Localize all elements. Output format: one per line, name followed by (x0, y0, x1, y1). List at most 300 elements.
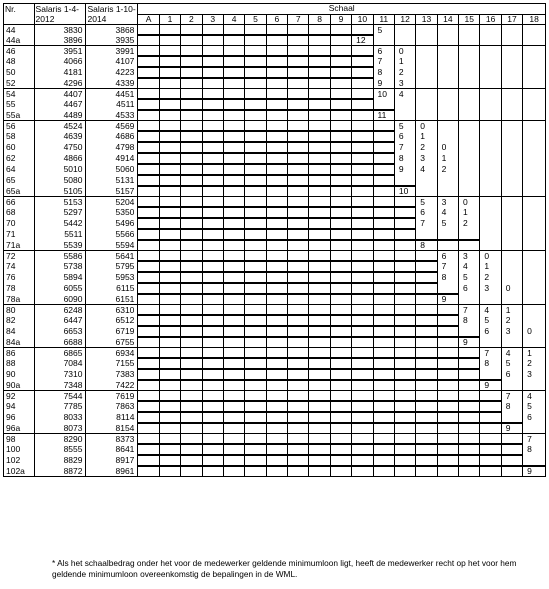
scale-cell (394, 455, 415, 466)
scale-cell (245, 272, 266, 283)
scale-cell (309, 25, 330, 36)
scale-cell (480, 67, 501, 78)
scale-cell (416, 272, 437, 283)
table-row (4, 175, 546, 186)
scale-cell (459, 121, 480, 132)
scale-cell (159, 110, 180, 121)
scale-cell (437, 240, 458, 251)
scale-cell (266, 110, 287, 121)
salary-2012: 4750 (34, 142, 86, 153)
scale-cell (523, 305, 546, 316)
step-label: 2 (459, 218, 480, 229)
step-label: 0 (437, 142, 458, 153)
scale-header-1: 1 (159, 14, 180, 25)
scale-cell (309, 358, 330, 369)
scale-cell (223, 444, 244, 455)
scale-cell (266, 423, 287, 434)
scale-cell (394, 283, 415, 294)
scale-cell (266, 78, 287, 89)
scale-cell (352, 56, 373, 67)
scale-cell (501, 164, 522, 175)
scale-cell (159, 466, 180, 477)
scale-cell (245, 391, 266, 402)
scale-cell (181, 46, 202, 57)
scale-cell (266, 175, 287, 186)
salary-2012: 5894 (34, 272, 86, 283)
step-label: 4 (394, 89, 415, 100)
row-nr: 58 (4, 131, 35, 142)
scale-cell (330, 326, 351, 337)
scale-cell (394, 466, 415, 477)
table-row (4, 434, 546, 445)
scale-cell (523, 186, 546, 197)
row-nr: 64 (4, 164, 35, 175)
scale-cell (352, 110, 373, 121)
header-schaal: Schaal (138, 4, 546, 15)
scale-cell (373, 455, 394, 466)
row-nr: 60 (4, 142, 35, 153)
salary-2014: 7155 (86, 358, 138, 369)
scale-cell (501, 142, 522, 153)
step-label: 6 (459, 283, 480, 294)
scale-cell (202, 294, 223, 305)
scale-cell (459, 380, 480, 391)
scale-cell (288, 358, 309, 369)
scale-cell (223, 391, 244, 402)
scale-cell (266, 121, 287, 132)
scale-cell (480, 110, 501, 121)
scale-cell (266, 186, 287, 197)
step-label: 1 (459, 207, 480, 218)
scale-cell (245, 218, 266, 229)
scale-cell (437, 305, 458, 316)
scale-cell (352, 337, 373, 348)
scale-cell (394, 99, 415, 110)
scale-cell (159, 197, 180, 208)
scale-cell (202, 412, 223, 423)
scale-cell (352, 272, 373, 283)
scale-cell (416, 455, 437, 466)
step-label: 5 (373, 25, 394, 36)
scale-cell (459, 186, 480, 197)
scale-cell (523, 380, 546, 391)
scale-cell (288, 423, 309, 434)
table-row (4, 444, 546, 455)
scale-cell (501, 229, 522, 240)
scale-cell (416, 110, 437, 121)
salary-2014: 6115 (86, 283, 138, 294)
scale-cell (501, 121, 522, 132)
scale-cell (501, 261, 522, 272)
salary-2014: 8641 (86, 444, 138, 455)
scale-cell (138, 121, 159, 132)
step-label: 9 (459, 337, 480, 348)
scale-cell (501, 35, 522, 46)
scale-cell (159, 391, 180, 402)
step-label: 4 (480, 305, 501, 316)
scale-cell (501, 78, 522, 89)
scale-cell (437, 434, 458, 445)
table-row (4, 35, 546, 46)
scale-cell (459, 25, 480, 36)
scale-cell (352, 261, 373, 272)
scale-cell (138, 380, 159, 391)
scale-cell (159, 305, 180, 316)
scale-cell (373, 35, 394, 46)
scale-cell (437, 78, 458, 89)
scale-cell (223, 121, 244, 132)
scale-cell (159, 240, 180, 251)
scale-cell (309, 207, 330, 218)
scale-cell (159, 348, 180, 359)
scale-cell (159, 434, 180, 445)
scale-cell (202, 67, 223, 78)
scale-cell (245, 348, 266, 359)
scale-cell (523, 240, 546, 251)
scale-cell (138, 412, 159, 423)
scale-cell (330, 240, 351, 251)
scale-cell (437, 455, 458, 466)
step-label: 7 (373, 56, 394, 67)
step-label: 3 (501, 326, 522, 337)
scale-cell (245, 25, 266, 36)
scale-cell (266, 315, 287, 326)
scale-cell (373, 401, 394, 412)
scale-cell (352, 121, 373, 132)
scale-cell (223, 283, 244, 294)
scale-cell (159, 218, 180, 229)
scale-cell (373, 131, 394, 142)
scale-cell (309, 455, 330, 466)
scale-cell (245, 186, 266, 197)
scale-cell (245, 197, 266, 208)
scale-cell (394, 261, 415, 272)
scale-cell (159, 283, 180, 294)
scale-cell (523, 229, 546, 240)
scale-cell (288, 401, 309, 412)
scale-cell (501, 67, 522, 78)
scale-cell (181, 78, 202, 89)
scale-cell (159, 89, 180, 100)
scale-cell (181, 89, 202, 100)
table-row (4, 391, 546, 402)
table-row (4, 466, 546, 477)
scale-cell (437, 35, 458, 46)
scale-cell (266, 337, 287, 348)
step-label: 8 (373, 67, 394, 78)
step-label: 7 (394, 142, 415, 153)
scale-cell (309, 153, 330, 164)
scale-cell (202, 434, 223, 445)
scale-cell (394, 391, 415, 402)
scale-cell (288, 186, 309, 197)
scale-cell (181, 25, 202, 36)
scale-cell (373, 197, 394, 208)
step-label: 5 (437, 218, 458, 229)
scale-cell (437, 131, 458, 142)
scale-cell (373, 207, 394, 218)
scale-cell (288, 197, 309, 208)
scale-cell (202, 358, 223, 369)
step-label: 10 (394, 186, 415, 197)
scale-cell (223, 110, 244, 121)
step-label: 4 (416, 164, 437, 175)
salary-2012: 5297 (34, 207, 86, 218)
scale-cell (288, 466, 309, 477)
scale-cell (352, 164, 373, 175)
scale-cell (245, 142, 266, 153)
scale-cell (501, 46, 522, 57)
header-nr: Nr. (4, 4, 35, 25)
salary-2014: 3991 (86, 46, 138, 57)
salary-2014: 6755 (86, 337, 138, 348)
scale-cell (501, 337, 522, 348)
scale-cell (181, 240, 202, 251)
scale-cell (416, 369, 437, 380)
scale-cell (330, 175, 351, 186)
scale-cell (480, 186, 501, 197)
scale-cell (266, 434, 287, 445)
salary-2012: 3830 (34, 25, 86, 36)
scale-cell (266, 99, 287, 110)
table-row (4, 153, 546, 164)
scale-cell (245, 444, 266, 455)
scale-cell (480, 99, 501, 110)
scale-cell (352, 401, 373, 412)
scale-cell (352, 218, 373, 229)
scale-cell (416, 67, 437, 78)
scale-cell (309, 315, 330, 326)
salary-2012: 5105 (34, 186, 86, 197)
scale-cell (288, 337, 309, 348)
row-nr: 86 (4, 348, 35, 359)
scale-cell (266, 153, 287, 164)
scale-cell (245, 358, 266, 369)
scale-cell (480, 46, 501, 57)
row-nr: 98 (4, 434, 35, 445)
scale-cell (330, 186, 351, 197)
table-row (4, 229, 546, 240)
scale-cell (309, 434, 330, 445)
scale-cell (352, 207, 373, 218)
scale-cell (373, 348, 394, 359)
scale-cell (223, 315, 244, 326)
scale-cell (181, 186, 202, 197)
scale-cell (159, 131, 180, 142)
scale-cell (437, 121, 458, 132)
scale-cell (523, 337, 546, 348)
scale-cell (394, 348, 415, 359)
scale-cell (138, 229, 159, 240)
step-label: 6 (480, 326, 501, 337)
scale-cell (373, 326, 394, 337)
scale-cell (330, 110, 351, 121)
scale-cell (501, 207, 522, 218)
scale-cell (523, 272, 546, 283)
table-row (4, 67, 546, 78)
scale-cell (437, 110, 458, 121)
scale-header-15: 15 (459, 14, 480, 25)
row-nr: 78 (4, 283, 35, 294)
scale-cell (394, 229, 415, 240)
scale-cell (480, 78, 501, 89)
salary-2014: 3935 (86, 35, 138, 46)
scale-cell (223, 131, 244, 142)
step-label: 11 (373, 110, 394, 121)
scale-cell (437, 412, 458, 423)
scale-cell (202, 466, 223, 477)
scale-cell (523, 56, 546, 67)
scale-cell (437, 423, 458, 434)
scale-cell (523, 35, 546, 46)
scale-cell (480, 391, 501, 402)
scale-cell (202, 401, 223, 412)
salary-2012: 5738 (34, 261, 86, 272)
scale-cell (330, 272, 351, 283)
step-label: 1 (523, 348, 546, 359)
scale-cell (159, 444, 180, 455)
scale-cell (437, 229, 458, 240)
scale-cell (373, 423, 394, 434)
salary-2014: 4451 (86, 89, 138, 100)
scale-header-17: 17 (501, 14, 522, 25)
scale-cell (266, 67, 287, 78)
scale-cell (202, 218, 223, 229)
step-label: 0 (523, 326, 546, 337)
salary-2012: 4407 (34, 89, 86, 100)
scale-cell (309, 142, 330, 153)
scale-cell (245, 46, 266, 57)
scale-cell (480, 56, 501, 67)
scale-cell (159, 164, 180, 175)
scale-cell (437, 380, 458, 391)
scale-cell (245, 110, 266, 121)
step-label: 4 (459, 261, 480, 272)
scale-cell (202, 186, 223, 197)
scale-cell (181, 315, 202, 326)
scale-cell (138, 251, 159, 262)
scale-cell (459, 35, 480, 46)
scale-cell (181, 434, 202, 445)
salary-2012: 6248 (34, 305, 86, 316)
scale-cell (352, 358, 373, 369)
scale-cell (352, 423, 373, 434)
table-row (4, 218, 546, 229)
scale-cell (245, 229, 266, 240)
salary-2014: 5204 (86, 197, 138, 208)
step-label: 5 (523, 401, 546, 412)
table-row (4, 56, 546, 67)
scale-cell (288, 455, 309, 466)
scale-cell (501, 89, 522, 100)
scale-cell (352, 466, 373, 477)
scale-cell (437, 67, 458, 78)
scale-cell (523, 142, 546, 153)
step-label: 6 (523, 412, 546, 423)
scale-cell (245, 175, 266, 186)
scale-cell (138, 261, 159, 272)
scale-cell (459, 46, 480, 57)
step-label: 5 (394, 121, 415, 132)
salary-2014: 5060 (86, 164, 138, 175)
step-label: 1 (437, 153, 458, 164)
row-nr: 44a (4, 35, 35, 46)
table-row (4, 326, 546, 337)
scale-cell (288, 89, 309, 100)
row-nr: 71 (4, 229, 35, 240)
scale-cell (459, 142, 480, 153)
row-nr: 55 (4, 99, 35, 110)
row-nr: 74 (4, 261, 35, 272)
step-label: 8 (459, 315, 480, 326)
scale-cell (330, 348, 351, 359)
salary-2014: 5953 (86, 272, 138, 283)
scale-cell (288, 272, 309, 283)
scale-cell (266, 261, 287, 272)
scale-cell (266, 455, 287, 466)
scale-cell (181, 358, 202, 369)
scale-cell (480, 164, 501, 175)
scale-cell (330, 444, 351, 455)
table-row (4, 261, 546, 272)
scale-cell (330, 358, 351, 369)
scale-cell (245, 99, 266, 110)
scale-cell (245, 434, 266, 445)
scale-cell (330, 142, 351, 153)
row-nr: 52 (4, 78, 35, 89)
scale-cell (138, 35, 159, 46)
scale-cell (373, 229, 394, 240)
scale-cell (266, 25, 287, 36)
scale-cell (309, 391, 330, 402)
scale-cell (138, 391, 159, 402)
scale-cell (245, 153, 266, 164)
scale-cell (309, 78, 330, 89)
table-row (4, 283, 546, 294)
scale-cell (138, 67, 159, 78)
scale-cell (223, 67, 244, 78)
row-nr: 72 (4, 251, 35, 262)
scale-cell (138, 315, 159, 326)
scale-cell (288, 175, 309, 186)
scale-cell (459, 99, 480, 110)
scale-cell (245, 261, 266, 272)
step-label: 3 (437, 197, 458, 208)
scale-cell (202, 56, 223, 67)
salary-2014: 6719 (86, 326, 138, 337)
scale-cell (266, 46, 287, 57)
scale-cell (245, 380, 266, 391)
step-label: 3 (394, 78, 415, 89)
scale-cell (523, 110, 546, 121)
scale-cell (459, 466, 480, 477)
scale-cell (181, 110, 202, 121)
scale-cell (309, 89, 330, 100)
scale-cell (266, 229, 287, 240)
scale-cell (394, 369, 415, 380)
scale-cell (138, 99, 159, 110)
scale-cell (437, 369, 458, 380)
scale-header-16: 16 (480, 14, 501, 25)
scale-cell (523, 175, 546, 186)
scale-cell (459, 229, 480, 240)
scale-cell (352, 99, 373, 110)
scale-cell (138, 466, 159, 477)
scale-header-12: 12 (394, 14, 415, 25)
scale-cell (459, 412, 480, 423)
salary-2014: 7619 (86, 391, 138, 402)
scale-cell (138, 207, 159, 218)
